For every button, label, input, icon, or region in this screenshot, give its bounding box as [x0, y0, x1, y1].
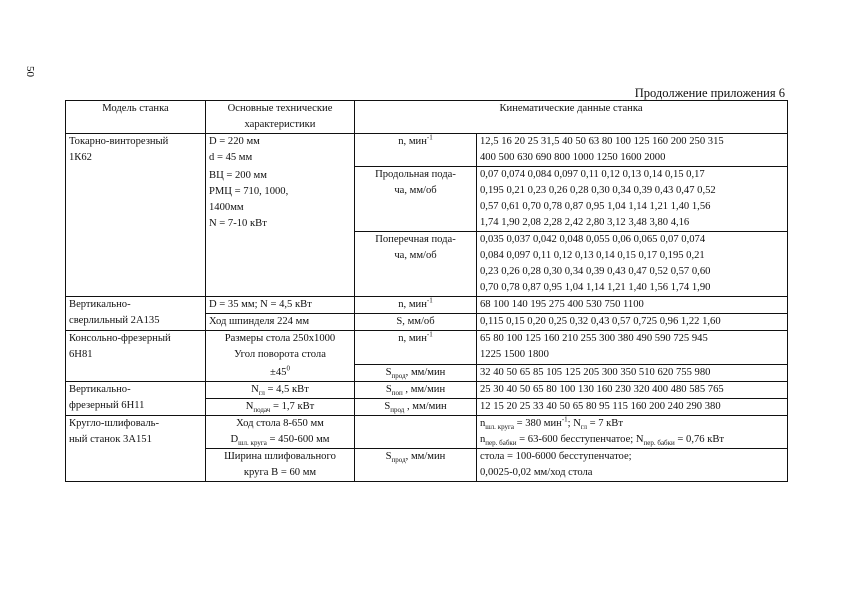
param-values: 0,07 0,074 0,084 0,097 0,11 0,12 0,13 0,14 0,15 0,17 0,195 0,21 0,23 0,26 0,28 0,30 0,34 0,39 0,43 0,47 0,52 0,57 0,61 0,70 0,78 0,87 0,95 1,04 1,14 1,21 1,40 1,56 1,74 1,90 2,08 2,28 2,42 2,80 3,12 3,48 3,80 4,16 — [477, 167, 788, 232]
param-values: 0,035 0,037 0,042 0,048 0,055 0,06 0,065 0,07 0,074 0,084 0,097 0,11 0,12 0,13 0,14 0,15 0,17 0,195 0,21 0,23 0,26 0,28 0,30 0,34 0,39 0,43 0,47 0,52 0,57 0,60 0,70 0,78 0,87 0,95 1,04 1,14 1,21 1,40 1,56 1,74 1,90 — [477, 232, 788, 297]
machine-table — [65, 100, 788, 482]
table-header-row — [66, 101, 788, 134]
table-caption: Продолжение приложения 6 — [634, 86, 785, 100]
param-label: n, мин$^{-1}$ — [355, 134, 477, 167]
specs-cell: $N_{гл} = 4,5$ кВт — [206, 382, 355, 399]
param-label: n, мин$^{-1}$ — [355, 297, 477, 314]
header-specs: Основные технические характеристики — [206, 101, 355, 134]
param-values: 0,115 0,15 0,20 0,25 0,32 0,43 0,57 0,725 0,96 1,22 1,60 — [477, 314, 788, 331]
page-number: 50 — [24, 66, 36, 77]
param-values: 65 80 100 125 160 210 255 300 380 490 590 725 945 1225 1500 1800 — [477, 331, 788, 365]
param-values: $n_{шл. круга} = 380$ мин$^{-1}$; $N_{гл} = 7$ кВт $n_{пер. бабки} = 63-600$ бесступенчатое; $N_{пер. бабки} = 0,76$ кВт — [477, 416, 788, 449]
specs-cell: Ширина шлифовального круга В = 60 мм — [206, 449, 355, 482]
table-row — [66, 331, 788, 365]
model-cell: Кругло-шлифоваль- ный станок 3А151 — [66, 416, 206, 482]
table-row — [66, 416, 788, 449]
param-label: Поперечная пода- ча, мм/об — [355, 232, 477, 297]
param-label — [355, 416, 477, 449]
param-values: 32 40 50 65 85 105 125 205 300 350 510 620 755 980 — [477, 364, 788, 381]
model-cell: Вертикально- сверлильный 2А135 — [66, 297, 206, 331]
specs-cell: Ход шпинделя 224 мм — [206, 314, 355, 331]
specs-cell: D = 35 мм; N = 4,5 кВт — [206, 297, 355, 314]
param-values: стола = 100-6000 бесступенчатое; 0,0025-0,02 мм/ход стола — [477, 449, 788, 482]
header-model: Модель станка — [66, 101, 206, 134]
param-label: $S_{прод}$ , мм/мин — [355, 399, 477, 416]
param-values: 12,5 16 20 25 31,5 40 50 63 80 100 125 160 200 250 315 400 500 630 690 800 1000 1250 1600 2000 — [477, 134, 788, 167]
specs-cell: Размеры стола 250x1000 Угол поворота стола $\pm 45^0$ — [206, 331, 355, 382]
table-row — [66, 297, 788, 314]
param-label: Продольная пода- ча, мм/об — [355, 167, 477, 232]
param-label: $S_{прод}$, мм/мин — [355, 449, 477, 482]
table-row — [66, 382, 788, 399]
param-label: n, мин$^{-1}$ — [355, 331, 477, 365]
param-label: $S_{поп}$ , мм/мин — [355, 382, 477, 399]
specs-cell: $N_{подач} = 1,7$ кВт — [206, 399, 355, 416]
header-kinematic: Кинематические данные станка — [355, 101, 788, 134]
param-values: 25 30 40 50 65 80 100 130 160 230 320 400 480 585 765 — [477, 382, 788, 399]
model-cell: Вертикально- фрезерный 6Н11 — [66, 382, 206, 416]
specs-cell: Ход стола 8-650 мм $D_{шл. круга} = 450-600$ мм — [206, 416, 355, 449]
param-values: 68 100 140 195 275 400 530 750 1100 — [477, 297, 788, 314]
specs-cell: D = 220 мм d = 45 мм ВЦ = 200 мм РМЦ = 710, 1000, 1400мм N = 7-10 кВт — [206, 134, 355, 297]
param-label: $S_{прод}$, мм/мин — [355, 364, 477, 381]
model-cell: Консольно-фрезерный 6Н81 — [66, 331, 206, 382]
model-cell: Токарно-винторезный 1К62 — [66, 134, 206, 297]
table-row — [66, 134, 788, 167]
param-values: 12 15 20 25 33 40 50 65 80 95 115 160 200 240 290 380 — [477, 399, 788, 416]
param-label: S, мм/об — [355, 314, 477, 331]
